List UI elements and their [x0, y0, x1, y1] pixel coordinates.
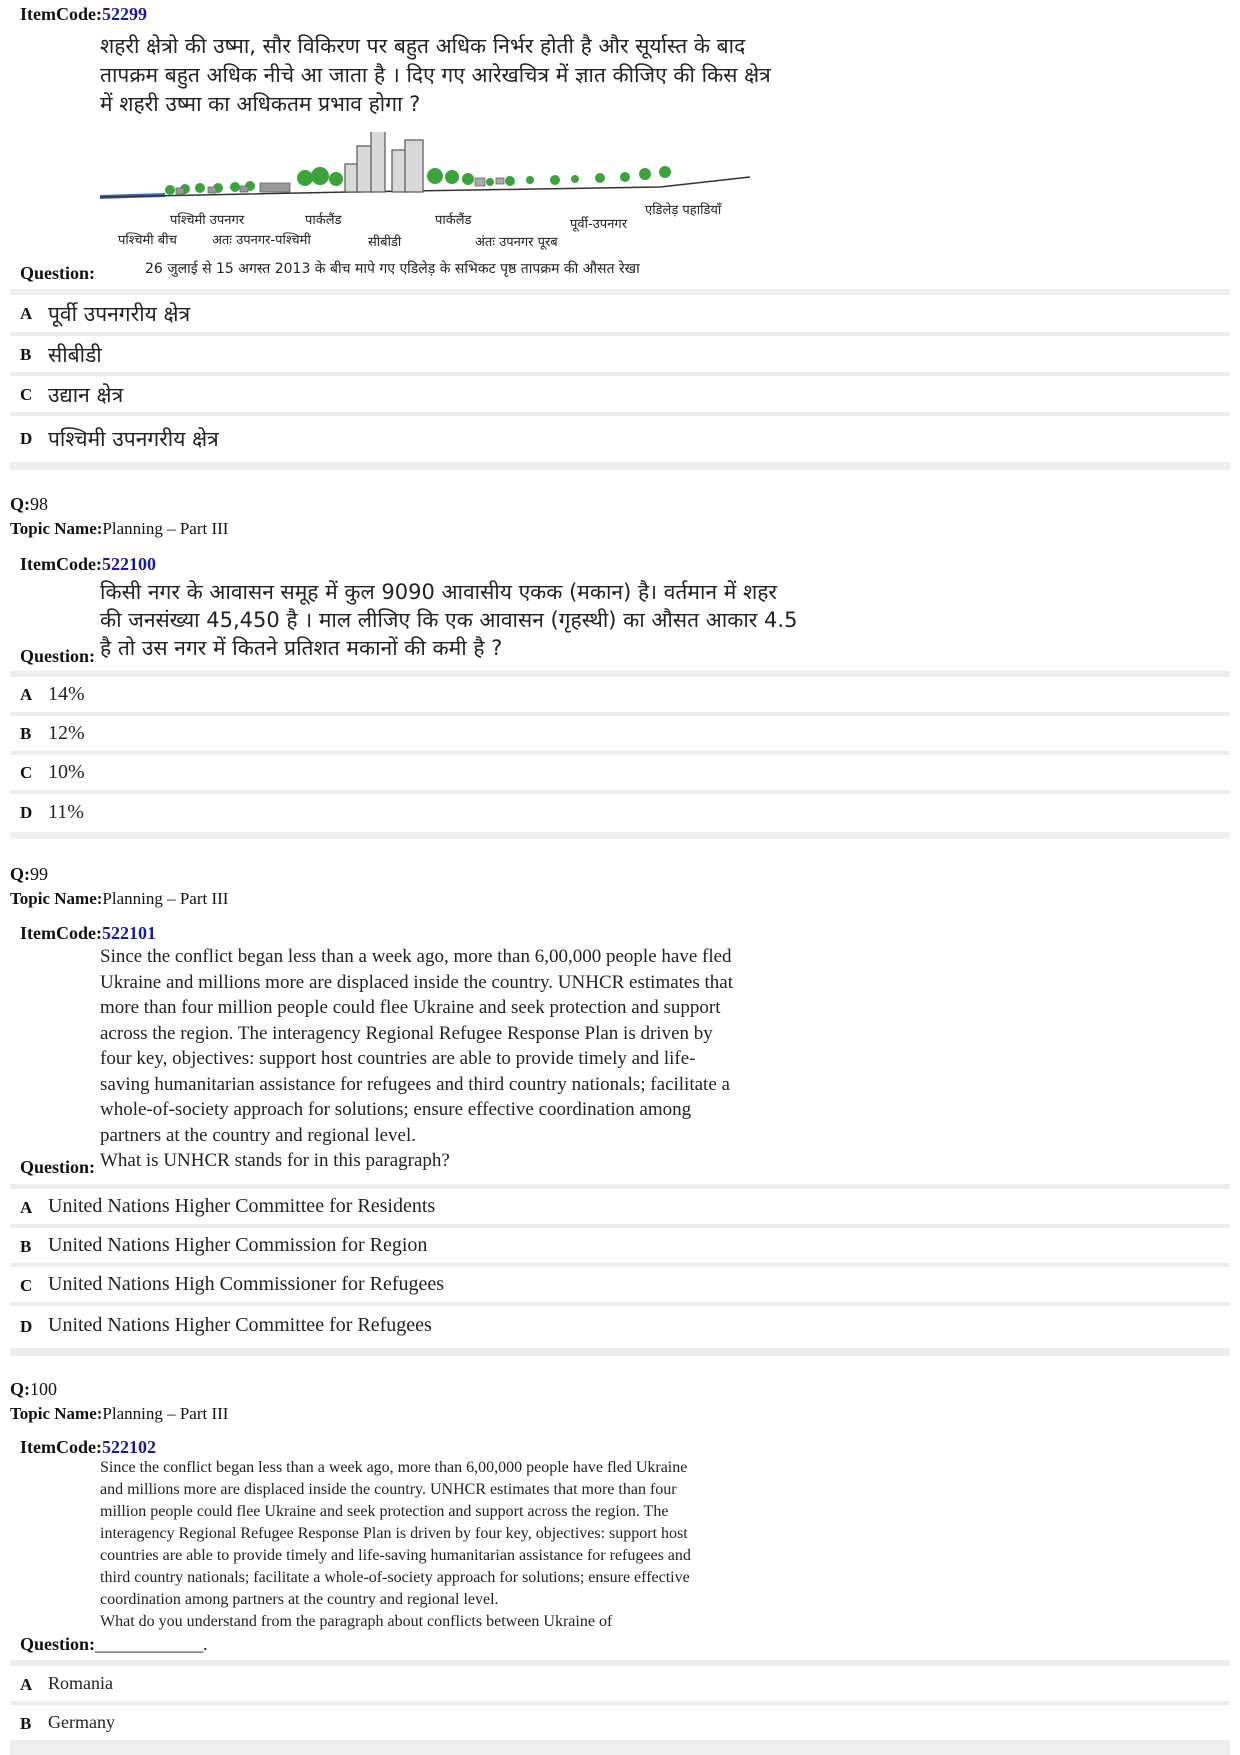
option-d[interactable]: D पश्चिमी उपनगरीय क्षेत्र	[10, 416, 1230, 462]
question-number: Q:98	[10, 494, 48, 514]
topic-name: Topic Name:Planning – Part III	[10, 1404, 229, 1423]
label-eastern-suburbs: पूर्वी-उपनगर	[570, 217, 628, 232]
label-parkland-west: पार्कलैंड	[305, 213, 342, 228]
option-text: United Nations Higher Commission for Region	[48, 1234, 428, 1256]
item-code: ItemCode:522102	[20, 1437, 156, 1457]
item-code: ItemCode:522101	[20, 923, 156, 943]
label-cbd: सीबीडी	[368, 235, 402, 250]
item-code-value: 522101	[101, 923, 156, 943]
option-text: United Nations High Commissioner for Refugees	[48, 1273, 445, 1295]
item-code-value: 52299	[101, 4, 147, 24]
option-b[interactable]: B Germany	[10, 1705, 1230, 1740]
item-code: ItemCode:522100	[20, 554, 156, 574]
option-b[interactable]: B सीबीडी	[10, 336, 1230, 372]
item-code-value: 522100	[101, 554, 156, 574]
question-text: Since the conflict began less than a week ago, more than 6,00,000 people have fled Ukraine and millions more are displaced inside the country. UNHCR estimates that more than four million people could flee Ukraine and seek protection and support across the region. The interagency Regional Refugee Response Plan is driven by four key, objectives: support host countries are able to provide timely and life-saving humanitarian assistance for refugees and third country nationals; facilitate a whole-of-society approach for solutions; ensure effective coordination among partners at the country and regional level. What do you understand from the paragraph about conflicts between Ukraine of	[100, 1459, 691, 1630]
question-label: Question:	[20, 1157, 96, 1177]
diagram-caption: 26 जुलाई से 15 अगस्त 2013 के बीच मापे गए एडिलेड़ के सभिकट पृष्ठ तापक्रम की औसत रेखा	[145, 261, 640, 277]
option-a[interactable]: A 14%	[10, 677, 1230, 712]
label-inner-west: अतः उपनगर-पश्चिमी	[212, 233, 311, 248]
option-text: सीबीडी	[48, 343, 102, 367]
label-parkland-east: पार्कलैंड	[435, 213, 472, 228]
option-b[interactable]: B 12%	[10, 716, 1230, 751]
question-box	[10, 550, 1230, 671]
option-a[interactable]: A United Nations Higher Committee for Residents	[10, 1189, 1230, 1224]
question-box	[10, 919, 1230, 1184]
question-text: शहरी क्षेत्रो की उष्मा, सौर विकिरण पर बहुत अधिक निर्भर होती है और सूर्यास्त के बाद तापक्रम बहुत अधिक नीचे आ जाता है । दिए गए आरेखचित्र में ज्ञात कीजिए की किस क्षेत्र में शहरी उष्मा का अधिकतम प्रभाव होगा ?	[100, 34, 771, 116]
item-code: ItemCode:52299	[20, 4, 147, 24]
question-block-99	[10, 919, 1230, 1356]
question-block-100	[10, 1433, 1230, 1755]
option-text: 12%	[48, 722, 85, 744]
cbd-buildings	[345, 132, 423, 192]
east-suburb-trees	[486, 166, 671, 186]
question-text: किसी नगर के आवासन समूह में कुल 9090 आवासीय एकक (मकान) है। वर्तमान में शहर की जनसंख्या 45,450 है । माल लीजिए कि एक आवासन (गृहस्थी) का औसत आकार 4.5 है तो उस नगर में कितने प्रतिशत मकानों की कमी है ?	[100, 580, 798, 660]
urban-heat-diagram	[100, 132, 800, 252]
option-a[interactable]: A पूर्वी उपनगरीय क्षेत्र	[10, 295, 1230, 332]
option-text: Germany	[48, 1712, 115, 1732]
label-adelaide-hills: एडिलेड़ पहाडियाँ	[645, 203, 722, 218]
question-box	[10, 1433, 1230, 1660]
option-text: पश्चिमी उपनगरीय क्षेत्र	[48, 427, 219, 451]
question-box	[10, 0, 1230, 289]
option-text: Romania	[48, 1673, 113, 1693]
option-text: 14%	[48, 683, 85, 705]
option-c[interactable]: C United Nations High Commissioner for Refugees	[10, 1267, 1230, 1302]
parkland-east-trees	[427, 168, 474, 185]
question-label: Question:	[20, 263, 96, 283]
question-block-97	[10, 0, 1230, 470]
option-text: 10%	[48, 761, 85, 783]
question-text: Since the conflict began less than a week ago, more than 6,00,000 people have fled Ukraine and millions more are displaced inside the country. UNHCR estimates that more than four million people could flee Ukraine and seek protection and support across the region. The interagency Regional Refugee Response Plan is driven by four key, objectives: support host countries are able to provide timely and life- saving humanitarian assistance for refugees and third country nationals; facilitate a whole-of-society approach for solutions; ensure effective coordination among partners at the country and regional level. What is UNHCR stands for in this paragraph?	[100, 946, 734, 1171]
label-western-suburbs: पश्चिमी उपनगर	[170, 213, 245, 228]
option-d[interactable]: D United Nations Higher Committee for Refugees	[10, 1306, 1230, 1348]
option-text: पूर्वी उपनगरीय क्षेत्र	[48, 302, 191, 326]
option-d[interactable]: D 11%	[10, 794, 1230, 832]
option-c[interactable]: C उद्यान क्षेत्र	[10, 376, 1230, 412]
option-text: United Nations Higher Committee for Residents	[48, 1195, 436, 1217]
label-western-beach: पश्चिमी बीच	[118, 233, 177, 248]
answer-blank: ____________.	[95, 1634, 208, 1654]
option-c[interactable]: C 10%	[10, 755, 1230, 790]
question-label: Question:____________.	[20, 1634, 208, 1654]
option-text: 11%	[48, 801, 84, 823]
label-inner-east: अंतः उपनगर पूरब	[475, 235, 558, 250]
question-block-98	[10, 550, 1230, 839]
option-text: United Nations Higher Committee for Refugees	[48, 1314, 432, 1336]
question-number: Q:99	[10, 864, 48, 884]
question-number: Q:100	[10, 1379, 57, 1399]
topic-name: Topic Name:Planning – Part III	[10, 519, 229, 538]
question-label: Question:	[20, 646, 96, 666]
topic-name: Topic Name:Planning – Part III	[10, 889, 229, 908]
parkland-west-trees	[297, 167, 343, 186]
option-a[interactable]: A Romania	[10, 1666, 1230, 1701]
item-code-value: 522102	[101, 1437, 156, 1457]
option-text: उद्यान क्षेत्र	[48, 383, 124, 407]
option-b[interactable]: B United Nations Higher Commission for Region	[10, 1228, 1230, 1263]
